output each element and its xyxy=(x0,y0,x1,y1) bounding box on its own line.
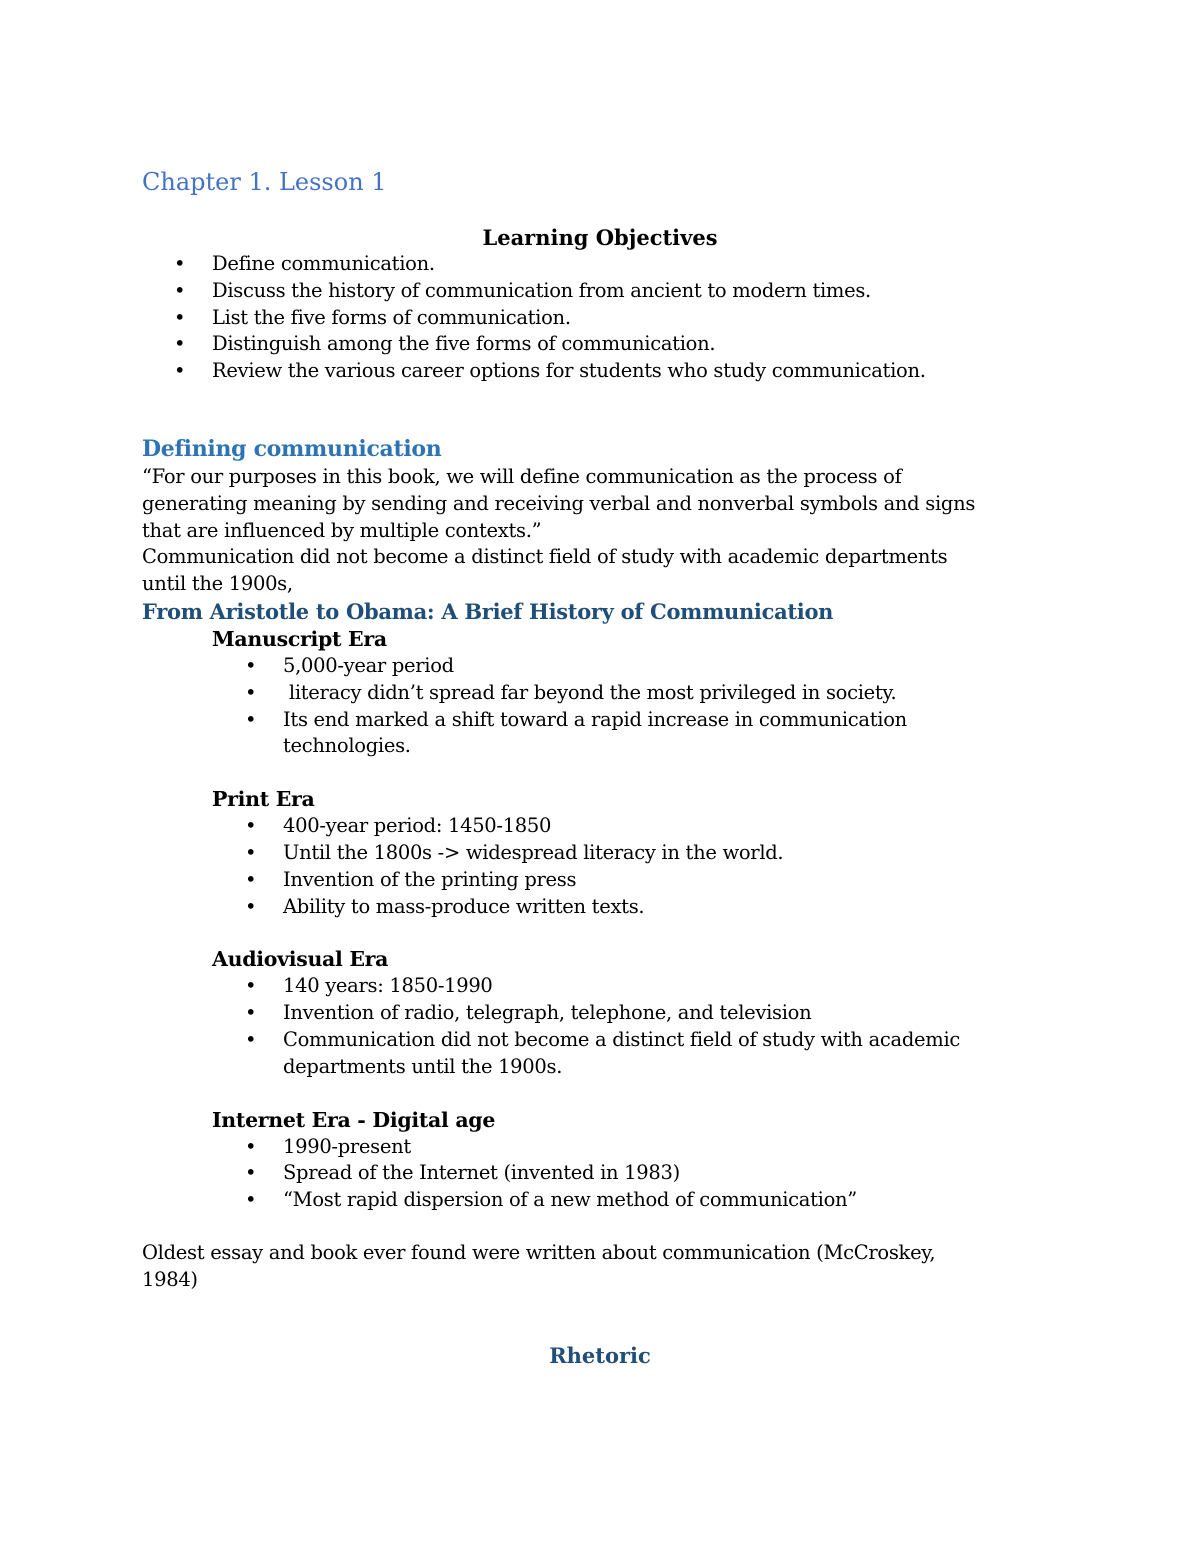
list-item: • “Most rapid dispersion of a new method of communication” xyxy=(283,1187,1042,1214)
era-list xyxy=(283,973,1042,1080)
list-item: • Communication did not become a distinct field of study with academic departments until the 1900s. xyxy=(283,1027,1023,1081)
era-title: Audiovisual Era xyxy=(212,947,389,972)
list-item: • Invention of radio, telegraph, telephone, and television xyxy=(283,1000,1042,1027)
list-item: • Review the various career options for students who study communication. xyxy=(212,358,1042,385)
list-item: • Discuss the history of communication from ancient to modern times. xyxy=(212,278,1042,305)
list-item: • 5,000-year period xyxy=(283,653,1042,680)
list-item: • 400-year period: 1450-1850 xyxy=(283,813,1042,840)
era-audiovisual xyxy=(212,946,1042,1080)
history-heading: From Aristotle to Obama: A Brief History of Communication xyxy=(142,598,834,624)
quote-line: generating meaning by sending and receiving verbal and nonverbal symbols and signs xyxy=(142,491,976,515)
closing-line: Oldest essay and book ever found were written about communication (McCroskey, xyxy=(142,1240,936,1264)
definition-note xyxy=(142,544,1042,598)
note-line: Communication did not become a distinct field of study with academic departments xyxy=(142,545,948,569)
era-manuscript xyxy=(212,626,1042,760)
chapter-title: Chapter 1. Lesson 1 xyxy=(142,168,387,196)
era-title: Internet Era - Digital age xyxy=(212,1107,496,1132)
quote-line: that are influenced by multiple contexts.” xyxy=(142,518,542,542)
document-content xyxy=(142,168,1042,1370)
list-item: • Until the 1800s -> widespread literacy in the world. xyxy=(283,840,1042,867)
era-list xyxy=(283,813,1042,920)
list-item: • Distinguish among the five forms of communication. xyxy=(212,331,1042,358)
learning-objectives-heading: Learning Objectives xyxy=(482,225,718,250)
era-title: Manuscript Era xyxy=(212,626,387,651)
era-internet xyxy=(212,1107,1042,1214)
era-list xyxy=(283,653,1042,760)
note-line: until the 1900s, xyxy=(142,572,293,596)
definition-quote xyxy=(142,464,1042,544)
list-item: • List the five forms of communication. xyxy=(212,305,1042,332)
list-item: • 1990-present xyxy=(283,1134,1042,1161)
learning-objectives-list xyxy=(212,251,1042,385)
closing-line: 1984) xyxy=(142,1267,198,1291)
list-item: • 140 years: 1850-1990 xyxy=(283,973,1042,1000)
list-item: • literacy didn’t spread far beyond the most privileged in society. xyxy=(283,680,1042,707)
list-item: • Ability to mass-produce written texts. xyxy=(283,894,1042,921)
list-item: • Invention of the printing press xyxy=(283,867,1042,894)
eras-section xyxy=(212,626,1042,1214)
era-list xyxy=(283,1134,1042,1214)
era-title: Print Era xyxy=(212,787,315,812)
era-print xyxy=(212,786,1042,920)
quote-line: “For our purposes in this book, we will define communication as the process of xyxy=(142,464,902,488)
closing-note xyxy=(142,1240,1042,1294)
list-item: • Its end marked a shift toward a rapid increase in communication technologies. xyxy=(283,707,973,761)
rhetoric-heading: Rhetoric xyxy=(549,1342,651,1368)
defining-communication-heading: Defining communication xyxy=(142,435,442,462)
list-item: • Define communication. xyxy=(212,251,1042,278)
list-item: • Spread of the Internet (invented in 1983) xyxy=(283,1160,1042,1187)
